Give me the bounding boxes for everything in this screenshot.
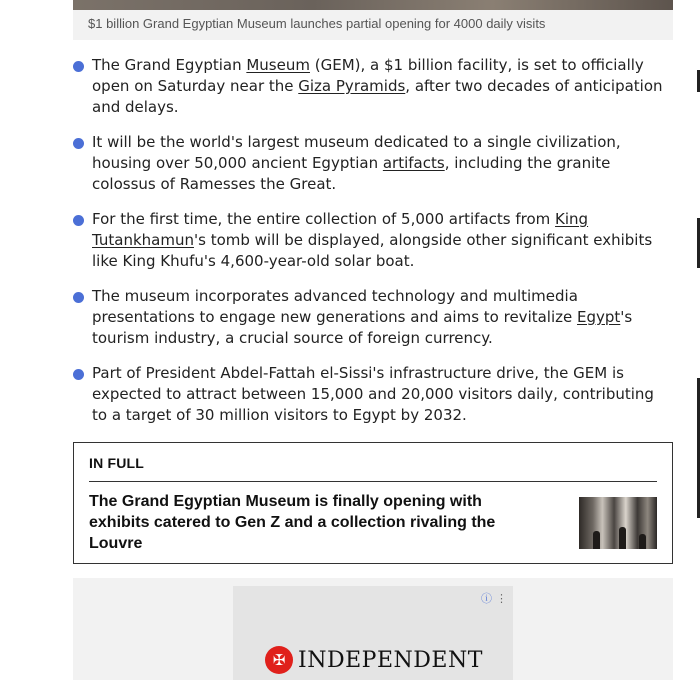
in-full-label: IN FULL bbox=[89, 455, 145, 471]
related-article-headline-link[interactable]: The Grand Egyptian Museum is finally opening with exhibits catered to Gen Z and a collection rivaling the Louvre bbox=[89, 493, 496, 552]
key-point bbox=[73, 286, 673, 349]
bullet-dot-icon bbox=[73, 292, 84, 303]
bullet-dot-icon bbox=[73, 138, 84, 149]
in-full-related-card[interactable] bbox=[73, 442, 673, 564]
giza-pyramids-link[interactable]: Giza Pyramids bbox=[298, 77, 406, 95]
key-point-text: For the first time, the entire collection of 5,000 artifacts from bbox=[92, 210, 556, 228]
key-point-text: , after two decades of anticipation and delays. bbox=[92, 77, 663, 116]
info-icon[interactable]: ⓘ bbox=[481, 592, 492, 605]
key-point-text: (GEM), a $1 billion facility, is set to officially open on Saturday near the bbox=[92, 56, 644, 95]
thumbnail-figure bbox=[619, 527, 626, 549]
key-point-text: It will be the world's largest museum dedicated to a single civilization, housing over 50,000 ancient Egyptian bbox=[92, 133, 621, 172]
bullet-dot-icon bbox=[73, 215, 84, 226]
advertisement-container bbox=[73, 578, 673, 680]
kebab-menu-icon[interactable]: ⋮ bbox=[496, 592, 507, 605]
advertisement[interactable] bbox=[233, 586, 513, 680]
museum-link[interactable]: Museum bbox=[246, 56, 310, 74]
image-caption: $1 billion Grand Egyptian Museum launches partial opening for 4000 daily visits bbox=[88, 16, 546, 31]
ad-choices[interactable] bbox=[481, 590, 507, 606]
thumbnail-figure bbox=[593, 531, 600, 549]
related-article-thumbnail[interactable] bbox=[579, 497, 657, 549]
thumbnail-figure bbox=[639, 534, 646, 549]
key-point bbox=[73, 209, 673, 272]
key-point bbox=[73, 55, 673, 118]
bullet-dot-icon bbox=[73, 369, 84, 380]
key-point-text: , including the granite colossus of Ramesses the Great. bbox=[92, 154, 611, 193]
divider bbox=[89, 481, 657, 482]
key-points-list bbox=[73, 55, 673, 426]
eagle-icon: ✠ bbox=[265, 646, 293, 674]
independent-logo[interactable] bbox=[265, 646, 483, 674]
artifacts-link[interactable]: artifacts bbox=[382, 154, 445, 172]
key-point bbox=[73, 363, 673, 426]
key-point-text: 's tourism industry, a crucial source of foreign currency. bbox=[92, 308, 633, 347]
image-caption-bar bbox=[73, 10, 673, 40]
key-point-text: The Grand Egyptian bbox=[92, 56, 247, 74]
key-point-text: 's tomb will be displayed, alongside other significant exhibits like King Khufu's 4,600-year-old solar boat. bbox=[92, 231, 653, 270]
key-point bbox=[73, 132, 673, 195]
key-point-text: Part of President Abdel-Fattah el-Sissi's infrastructure drive, the GEM is expected to attract between 15,000 and 20,000 visitors daily, contributing to a target of 30 million visitors to Egypt by 2032. bbox=[92, 364, 654, 424]
king-tutankhamun-link[interactable]: King Tutankhamun bbox=[92, 210, 589, 249]
logo-text: INDEPENDENT bbox=[298, 647, 483, 673]
egypt-link[interactable]: Egypt bbox=[577, 308, 621, 326]
article-image-bottom-edge bbox=[73, 0, 673, 10]
key-point-text: The museum incorporates advanced technology and multimedia presentations to engage new generations and aims to revitalize bbox=[92, 287, 578, 326]
bullet-dot-icon bbox=[73, 61, 84, 72]
